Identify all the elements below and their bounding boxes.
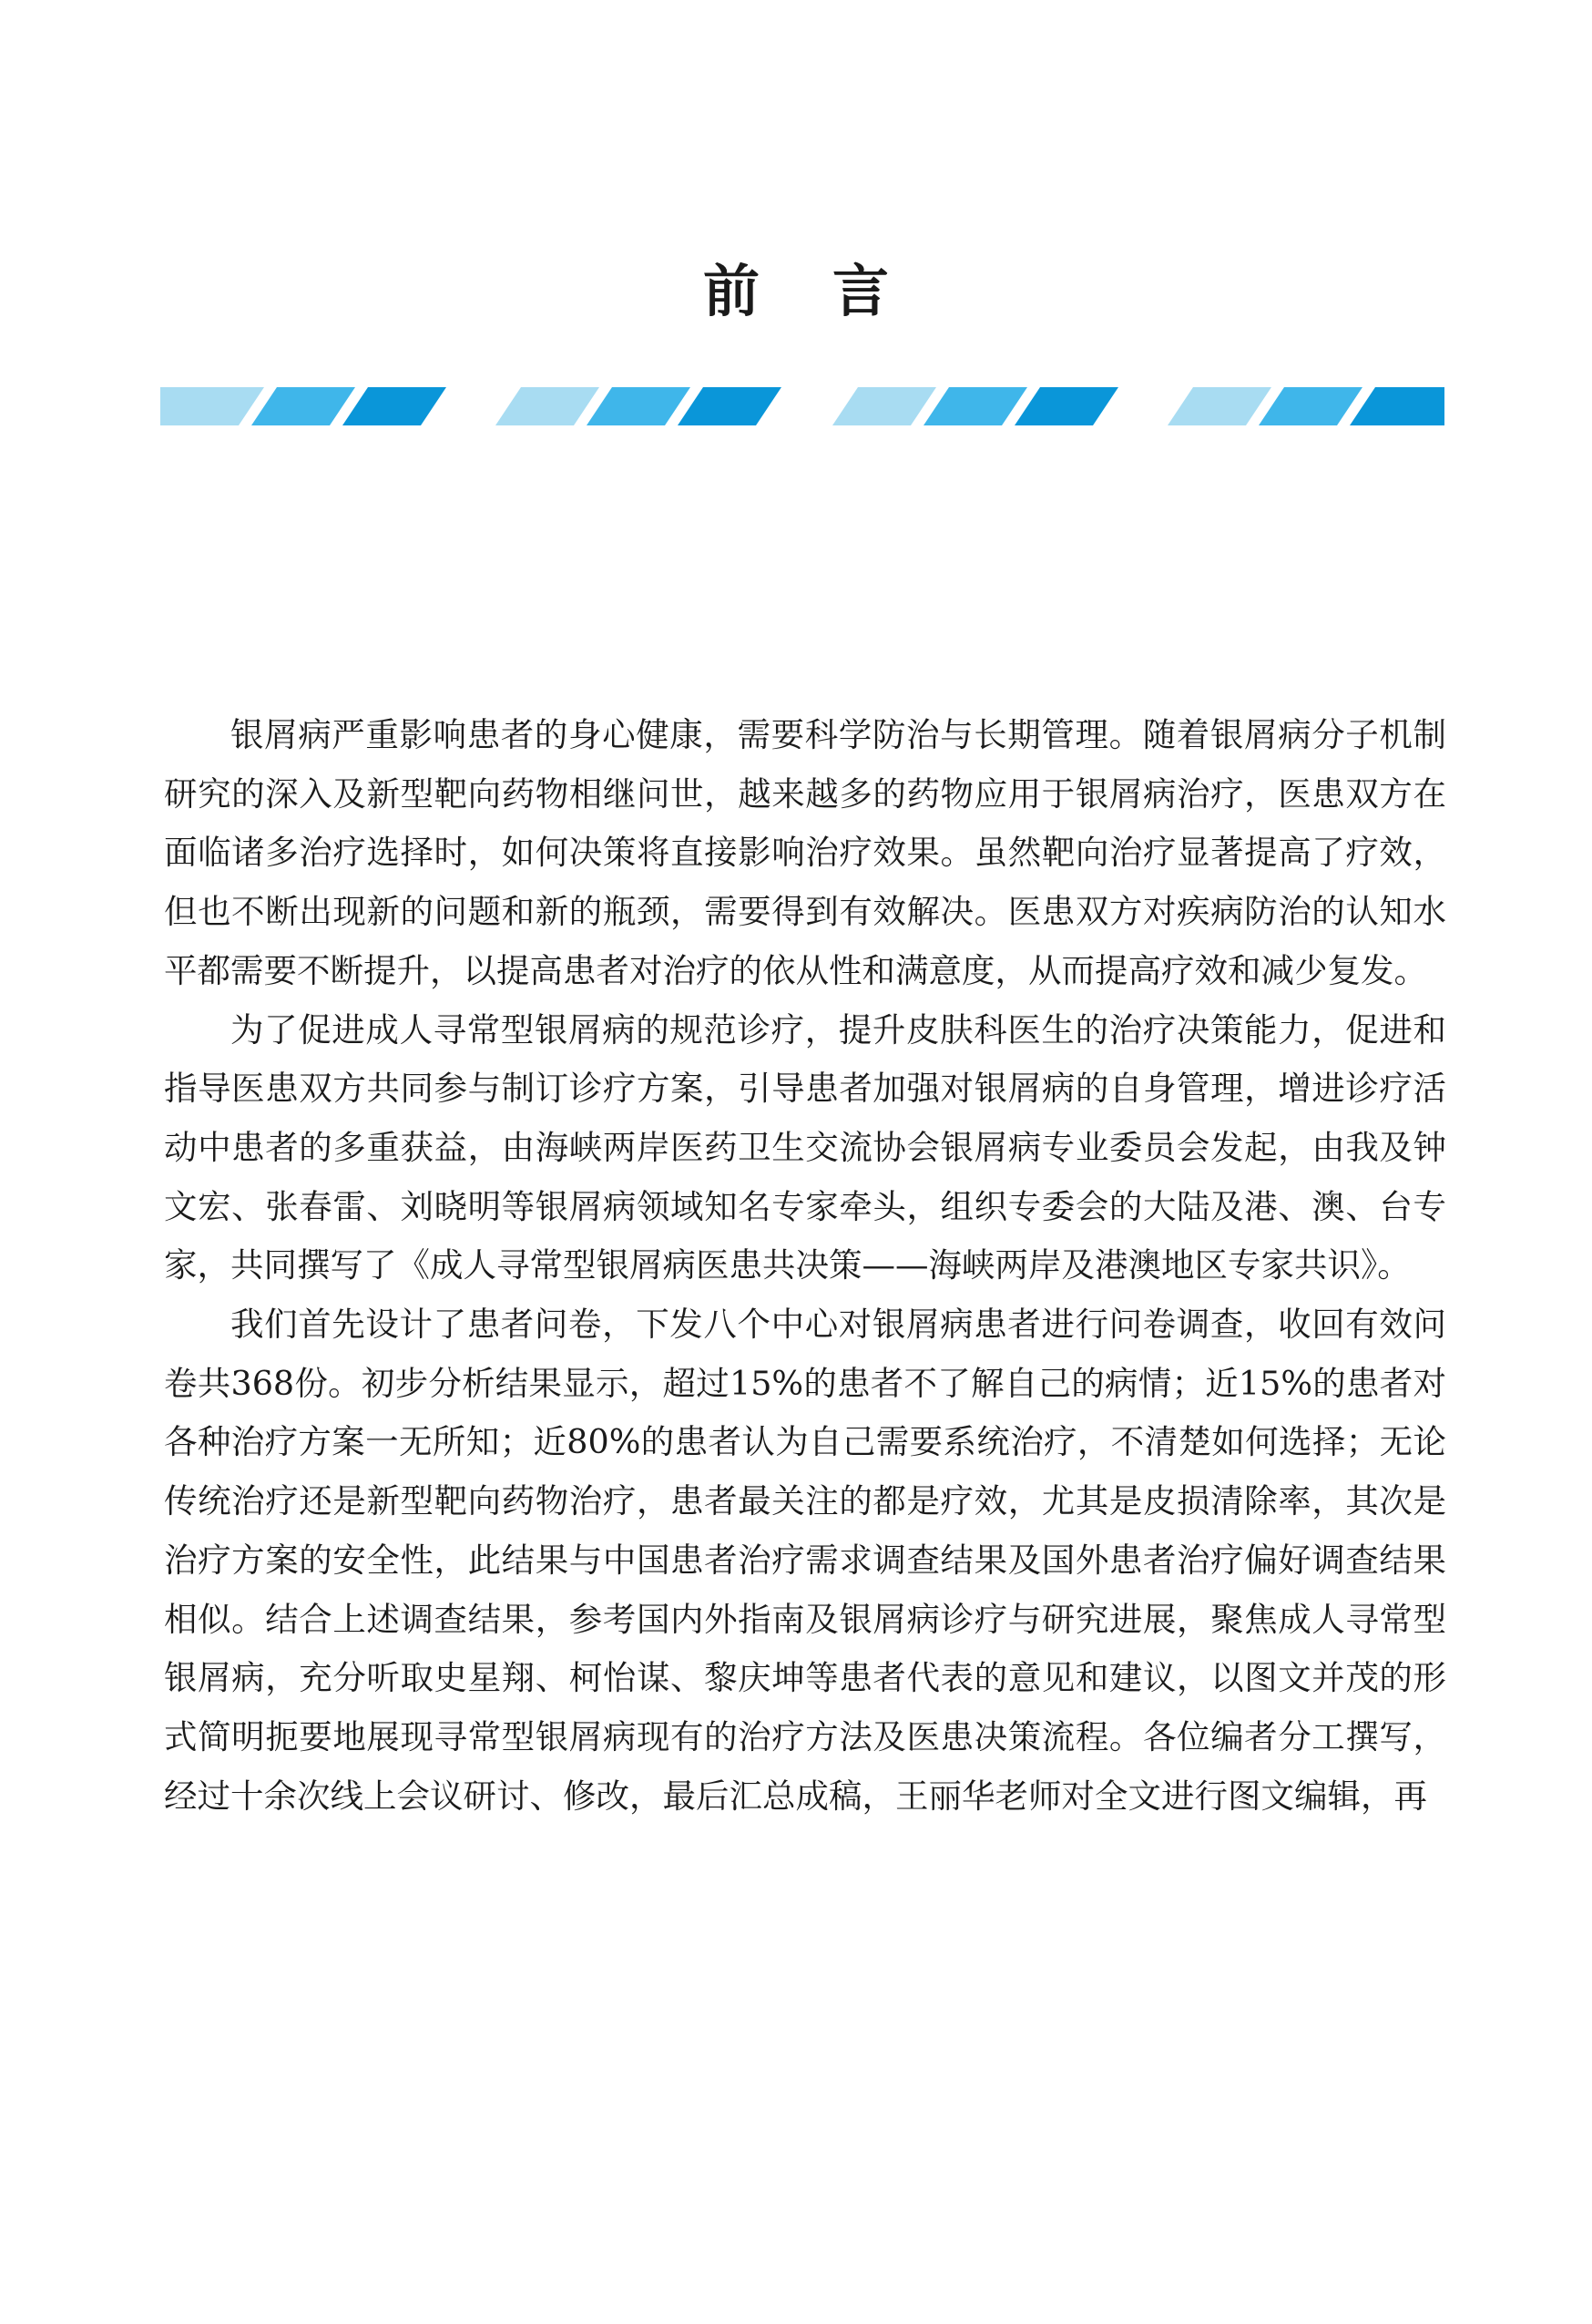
banner-stripe [1168,387,1271,425]
paragraph-3: 我们首先设计了患者问卷，下发八个中心对银屑病患者进行问卷调查，收回有效问卷共368份。初步分析结果显示，超过15%的患者不了解自己的病情；近15%的患者对各种治疗方案一无所知；近80%的患者认为自己需要系统治疗，不清楚如何选择；无论传统治疗还是新型靶向药物治疗，患者最关注的都是疗效，尤其是皮损清除率，其次是治疗方案的安全性，此结果与中国患者治疗需求调查结果及国外患者治疗偏好调查结果相似。结合上述调查结果，参考国内外指南及银屑病诊疗与研究进展，聚焦成人寻常型银屑病，充分听取史星翔、柯怡谋、黎庆坤等患者代表的意见和建议，以图文并茂的形式简明扼要地展现寻常型银屑病现有的治疗方法及医患决策流程。各位编者分工撰写，经过十余次线上会议研讨、修改，最后汇总成稿，王丽华老师对全文进行图文编辑，再 [164,1305,1446,1816]
banner-stripe [678,387,781,425]
banner-stripe [342,387,446,425]
paragraph-2: 为了促进成人寻常型银屑病的规范诊疗，提升皮肤科医生的治疗决策能力，促进和指导医患双方共同参与制订诊疗方案，引导患者加强对银屑病的自身管理，增进诊疗活动中患者的多重获益，由海峡两岸医药卫生交流协会银屑病专业委员会发起，由我及钟文宏、张春雷、刘晓明等银屑病领域知名专家牵头，组织专委会的大陆及港、澳、台专家，共同撰写了《成人寻常型银屑病医患共决策——海峡两岸及港澳地区专家共识》。 [164,1009,1446,1285]
banner-stripe [587,387,690,425]
banner-stripe [832,387,936,425]
banner-stripe [495,387,599,425]
striped-title-banner [160,387,1444,425]
paragraph-1: 银屑病严重影响患者的身心健康，需要科学防治与长期管理。随着银屑病分子机制研究的深入及新型靶向药物相继问世，越来越多的药物应用于银屑病治疗，医患双方在面临诸多治疗选择时，如何决策将直接影响治疗效果。虽然靶向治疗显著提高了疗效，但也不断出现新的问题和新的瓶颈，需要得到有效解决。医患双方对疾病防治的认知水平都需要不断提升，以提高患者对治疗的依从性和满意度，从而提高疗效和减少复发。 [164,715,1446,990]
banner-stripe [1350,387,1444,425]
page-title [0,246,1592,337]
banner-stripe [924,387,1027,425]
page-title-char-2: 言 [832,258,890,324]
banner-stripe [1015,387,1118,425]
banner-stripe [160,387,264,425]
banner-stripe [1259,387,1362,425]
preface-body [164,706,1446,1826]
page-title-char-1: 前 [702,258,760,324]
banner-stripe [251,387,355,425]
